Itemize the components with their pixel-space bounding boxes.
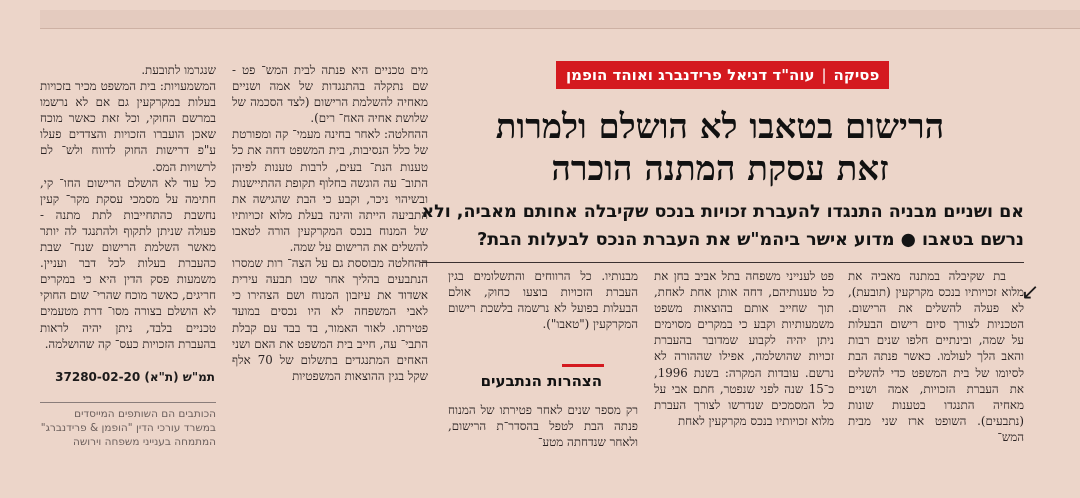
headline	[420, 106, 1020, 190]
authors-note: הכותבים הם השותפים המייסדים במשרד עורכי הדין "הופמן & פרידנברג" המתמחה בענייני משפחה וירושה	[40, 402, 216, 449]
article-column-5	[40, 62, 216, 362]
category-byline-tag	[556, 61, 889, 89]
column-1-text: בת שקיבלה במתנה מאביה את מלוא זכויותיו בנכס מקרקעין (תובעת), לא פעלה להשלים את הרישום. הטכניות לצורך סיום רישום הבעלות על שמה, ובינתיים חלפו שנים רבות והאב הלך לעולמו. כאשר פנתה הבת לסיומו של בית המשפט כדי להשלים את העברת הזכויות, אמה ושניים מאחיה התנגדו בטענות שונות (נתבעים). השופט ארז שני מבית המש־	[848, 269, 1024, 444]
section-title: הצהרות הנתבעים	[480, 372, 602, 390]
tag-separator: |	[821, 66, 827, 84]
article-column-2	[654, 268, 834, 454]
subheadline-line-2: נרשם בטאבו ● מדוע אישר ביהמ"ש את העברת הנכס לבעלות הבת?	[477, 230, 1024, 250]
byline: עוה"ד דניאל פרידנברג ואוהד הופמן	[566, 66, 815, 84]
column-3-text-a: מבנותיו. כל הרווחים והתשלומים בגין העברת הזכויות בוצעו כחוק, אולם הבעלות בפועל לא נרשמה בלשכת רישום המקרקעין ("טאבו").	[448, 269, 638, 332]
article-column-4	[232, 62, 428, 454]
column-4-text-b: ההחלטה: לאחר בחינה מעמי־ קה ומפורטת של כלל הנסיבות, בית המשפט דחה את כל טענות הנת־ בעים, לרבות טענות לפיהן התוב־ עה הוגשה בחלוף תקופת ההתיישנות ובשיהוי ניכר, וקבע כי הבת שהגישה את התביעה הייתה והינה בעלת מלוא זכויותיו של המנוח בנכס המקרקעין הורה לטאבו להשלים את הרישום על שמה.	[232, 127, 428, 255]
column-4-text-c: ההחלטה מבוססת גם על הצה־ רות שמסרו הנתבעים בהליך אחר שבו תבעה עירית אשדוד את עיזבון המנוח ושם הצהירו כי לאבי המשפחה לא היו נכסים במועד פטירתו. לאור האמור, בד בבד עם קבלת התבי־ עה, חייב בית המשפט את האם ושני האחים המתנגדים בתשלום של 70 אלף שקל בגין ההוצאות המשפטיות	[232, 256, 428, 383]
column-5-text-a: שנגרמו לתובעת.	[141, 63, 216, 77]
headline-line-1: הרישום בטאבו לא הושלם ולמרות	[495, 107, 945, 147]
case-number: תמ"ש (ת"א) 37280-02-20	[55, 370, 215, 384]
quote-arrow-icon: ↙	[1021, 280, 1040, 305]
column-2-text: פט לענייני משפחה בתל אביב בחן את כל טענותיהם, דחה אותן אחת לאחת, תוך שחייב אותם בהוצאות משפט משמעותיות וקבע כי במקרים מסוימים ניתן יהיה לקבוע שמדובר בהעברת זכויות שהושלמה, אפילו שההורה לא נרשם. עובדות המקרה: בשנת 1996, כ־15 שנה לפני שנפטר, חתם אבי על כל המסמכים שנדרשו לצורך העברת מלוא זכויותיו בנכס מקרקעין לאחת	[654, 269, 834, 428]
column-3-text-b: רק מספר שנים לאחר פטירתו של המנוח פנתה הבת לטפל בהסדר־ת הרישום, ולאחר שנדחתה מטע־	[448, 403, 638, 450]
column-4-text-a: מים טכניים היא פנתה לבית המש־ פט - שם נתקלה בהתנגדות של אמה ושניים מאחיה להשלמת הרישום (לצד הסכמה של שלושת אחיה האח־ רים).	[232, 63, 428, 126]
subheadline-line-1: אם ושניים מבניה התנגדו להעברת זכויות בנכס שקיבלה אחותם מאביה, ולא	[421, 202, 1024, 222]
category-label: פסיקה	[833, 66, 880, 84]
headline-line-2: זאת עסקת המתנה הוכרה	[551, 149, 889, 189]
column-5-text-c: כל עוד לא הושלם הרישום החו־ קי, חתימה על מסמכי עסקת מקר־ קעין נחשבת כהתחייבות לתת מתנה - פעולה שניתן לתקוף ולהתנגד לה יותר מאשר השלמת הרישום שנח־ שבת כהעברת בעלות לכל דבר ועניין. משמעות פסק הדין היא כי במקרים חריגים, כאשר מוכח שהרי־ שום החוקי לא הושלם בצורה מסו־ דרת מטעמים טכניים בלבד, ניתן יהיה לראות בהעברת הזכויות כעס־ קה שהושלמה.	[40, 175, 216, 351]
subhead-rule	[420, 262, 1024, 263]
subheadline	[420, 198, 1024, 254]
article-column-3-bottom	[448, 402, 638, 454]
section-accent-line	[562, 364, 604, 367]
page-top-band	[40, 10, 1080, 29]
column-5-text-b: המשמעויות: בית המשפט מכיר בזכויות בעלות במקרקעין גם אם לא נרשמו במרשם החוקי, וכל זאת כאשר מוכח שאכן הועברו הזכויות והצדדים פעלו ע"פ דרישות החוק לדווח ולש־ לם לרשויות המס.	[40, 79, 216, 174]
article-column-3-top	[448, 268, 638, 338]
article-column-1	[848, 268, 1024, 454]
